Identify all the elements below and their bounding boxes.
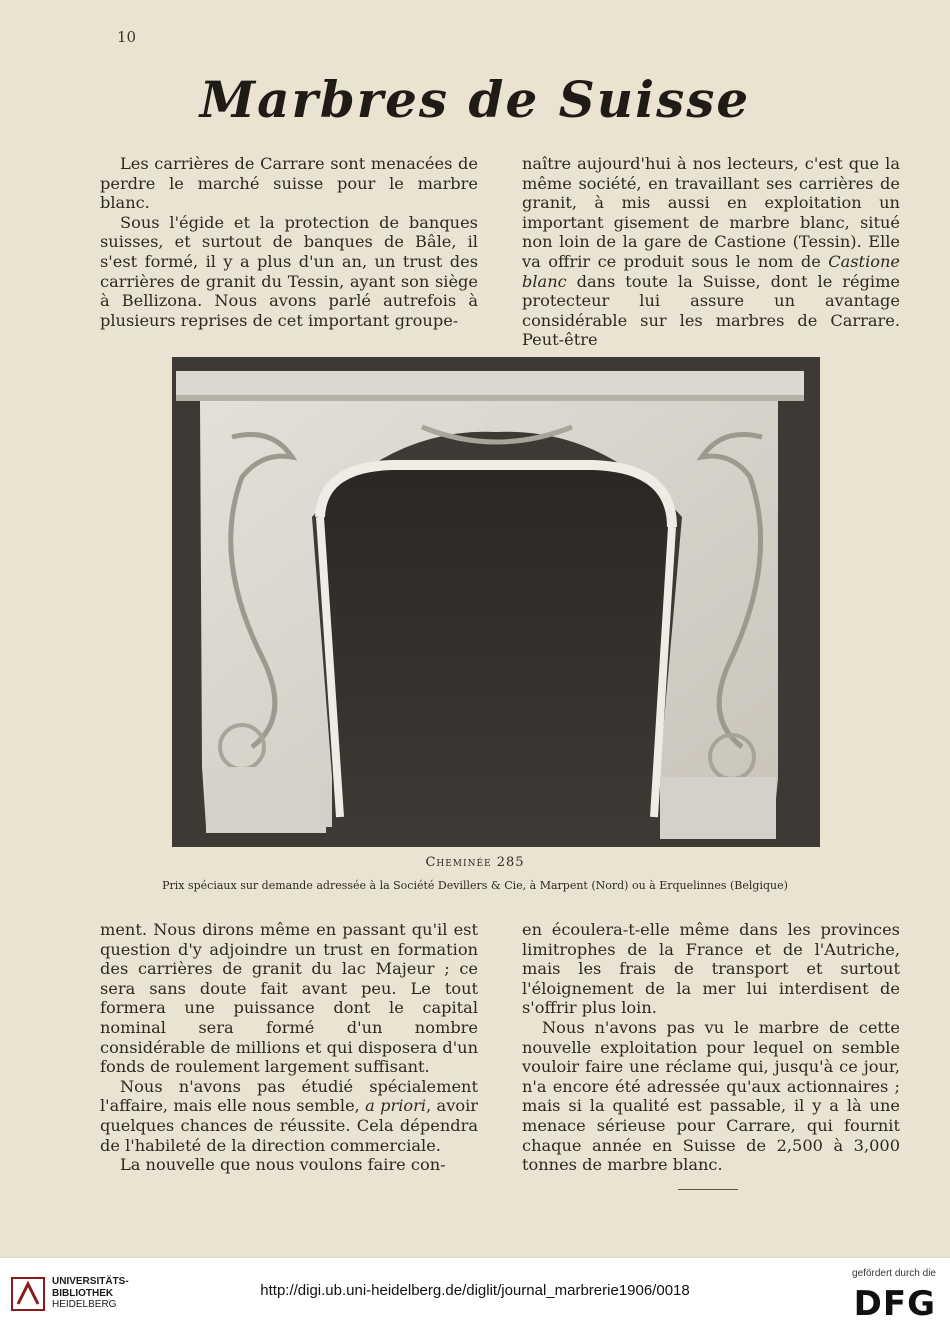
column-top-right bbox=[522, 154, 900, 350]
paragraph: La nouvelle que nous voulons faire con- bbox=[120, 1155, 446, 1175]
paragraph: Nous n'avons pas étudié spécialement l'affaire, mais elle nous semble, a priori, avoir quelques chances de réussite. Cela dépendra de l'habileté de la direction commerciale. bbox=[100, 1076, 478, 1155]
column-bottom-right bbox=[522, 920, 900, 1175]
figure-caption-title: Cheminée 285 bbox=[425, 855, 525, 870]
column-top-left bbox=[100, 154, 478, 330]
fireplace-photo bbox=[172, 357, 820, 847]
page-number: 10 bbox=[117, 28, 137, 46]
library-name: UNIVERSITÄTS- BIBLIOTHEK HEIDELBERG bbox=[52, 1276, 129, 1310]
paragraph: Sous l'égide et la protection de banques suisses, et surtout de banques de Bâle, il s'est formé, il y a plus d'un an, un trust des carrières de granit du Tessin, ayant son siège à Bellizona. Nous avons parlé autrefois à plusieurs reprises de cet important groupe- bbox=[100, 212, 478, 330]
paragraph: Nous n'avons pas vu le marbre de cette nouvelle exploitation pour lequel on semble vouloir faire une réclame qui, jusqu'à ce jour, n'a encore été adressée qu'aux actionnaires ; mais si la qualité est passable, il y a là une menace sérieuse pour Carrare, qui fournit chaque année en Suisse de 2,500 à 3,000 tonnes de marbre blanc. bbox=[522, 1017, 900, 1175]
dfg-logo: DFG bbox=[853, 1284, 936, 1324]
latin-phrase: a priori bbox=[365, 1096, 427, 1116]
permalink-url[interactable]: http://digi.ub.uni-heidelberg.de/diglit/journal_marbrerie1906/0018 bbox=[260, 1282, 690, 1299]
funded-by-label: gefördert durch die bbox=[852, 1268, 936, 1279]
paragraph: en écoulera-t-elle même dans les provinces limitrophes de la France et de l'Autriche, mais les frais de transport et surtout l'éloignement de la mer lui interdisent de s'offrir plus loin. bbox=[522, 920, 900, 1018]
column-bottom-left bbox=[100, 920, 478, 1175]
digitization-footer bbox=[0, 1257, 950, 1330]
paragraph: ment. Nous dirons même en passant qu'il est question d'y adjoindre un trust en formation des carrières de granit du lac Majeur ; ce sera sans doute fait avant peu. Le tout formera une puissance dont le capital nominal sera formé d'un nombre considérable de millions et qui disposera d'un fonds de roulement largement suffisant. bbox=[100, 920, 478, 1077]
paragraph: Les carrières de Carrare sont menacées de perdre le marché suisse pour le marbre blanc. bbox=[100, 154, 478, 213]
paragraph: naître aujourd'hui à nos lecteurs, c'est que la même société, en travaillant ses carrières de granit, à mis aussi en exploitation un important gisement de marbre blanc, situé non loin de la gare de Castione (Tessin). Elle va offrir ce produit sous le nom de Castione blanc dans toute la Suisse, dont le régime protecteur lui assure un avantage considérable sur les marbres de Carrare. Peut-être bbox=[522, 154, 900, 350]
figure-caption-text: Prix spéciaux sur demande adressée à la Société Devillers & Cie, à Marpent (Nord) ou à Erquelinnes (Belgique) bbox=[162, 879, 788, 892]
article-title: Marbres de Suisse bbox=[199, 70, 751, 129]
fireplace-illustration bbox=[172, 357, 820, 847]
product-name: Castione blanc bbox=[522, 251, 900, 291]
end-of-article-rule bbox=[678, 1189, 738, 1190]
